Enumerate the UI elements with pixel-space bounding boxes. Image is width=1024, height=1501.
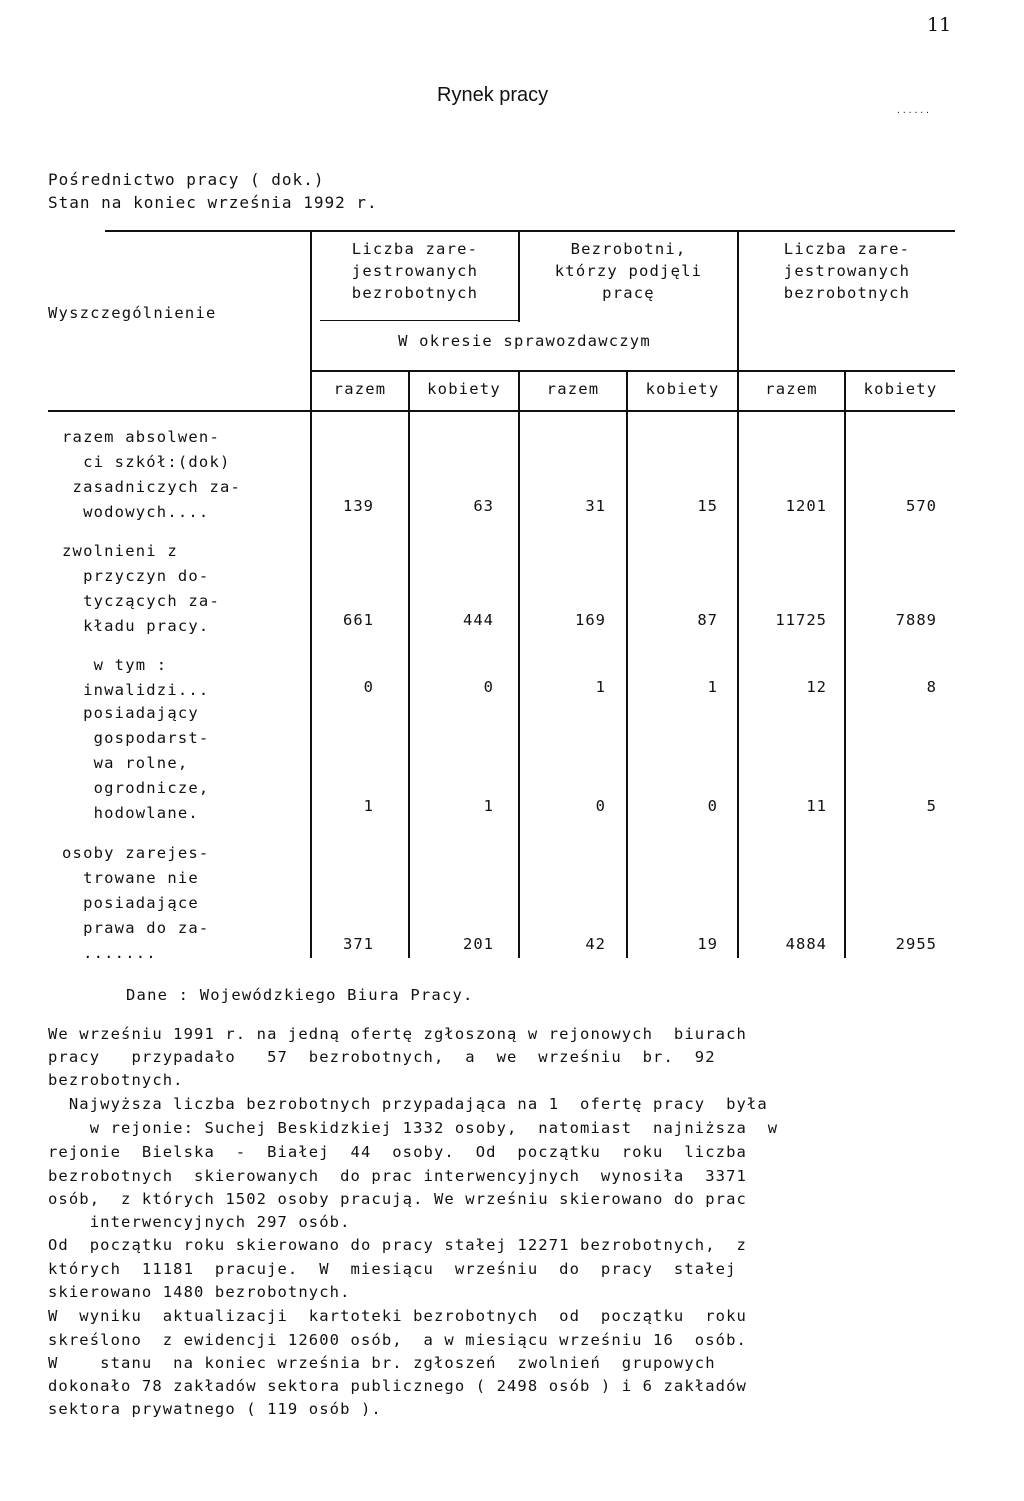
row-label: posiadający gospodarst- wa rolne, ogrodnicze, hodowlane.: [83, 704, 210, 822]
header-bottom-rule: [48, 410, 955, 412]
page-number: 11: [927, 14, 952, 36]
table-cell: 8: [926, 678, 937, 696]
note-line: skreślono z ewidencji 12600 osób, a w miesiącu wrześniu 16 osób.: [48, 1331, 747, 1349]
header-reporting-period: W okresie sprawozdawczym: [398, 332, 651, 350]
col-rule: [737, 232, 739, 958]
table-cell: 11: [806, 797, 827, 815]
row-label: osoby zarejes- trowane nie posiadające prawa do za- .......: [62, 844, 210, 962]
col-rule: [844, 372, 846, 958]
note-line: W wyniku aktualizacji kartoteki bezrobotnych od początku roku: [48, 1307, 747, 1325]
subheader-rule: [310, 370, 955, 372]
table-cell: 661: [343, 611, 374, 629]
header-took-job: Bezrobotni, którzy podjęli pracę: [554, 240, 703, 302]
note-line: Od początku roku skierowano do pracy stałej 12271 bezrobotnych, z: [48, 1236, 747, 1254]
header-marks: ......: [896, 106, 931, 115]
note-line: W stanu na koniec września br. zgłoszeń zwolnień grupowych: [48, 1354, 716, 1372]
table-cell: 5: [926, 797, 937, 815]
table-cell: 201: [463, 935, 494, 953]
table-cell: 42: [585, 935, 606, 953]
col-rule: [408, 372, 410, 958]
table-cell: 1: [483, 797, 494, 815]
table-cell: 0: [363, 678, 374, 696]
col-rule: [518, 372, 520, 958]
source-note: Dane : Wojewódzkiego Biura Pracy.: [126, 986, 474, 1004]
table-cell: 0: [595, 797, 606, 815]
note-line: skierowano 1480 bezrobotnych.: [48, 1283, 351, 1301]
table-cell: 570: [906, 497, 937, 515]
note-line: w rejonie: Suchej Beskidzkiej 1332 osoby, natomiast najniższa w: [48, 1119, 779, 1137]
table-cell: 7889: [895, 611, 937, 629]
table-cell: 63: [473, 497, 494, 515]
table-cell: 1: [595, 678, 606, 696]
note-line: interwencyjnych 297 osób.: [48, 1213, 351, 1231]
note-line: bezrobotnych skierowanych do prac interwencyjnych wynosiła 3371: [48, 1167, 747, 1185]
subheader-razem: razem: [546, 380, 600, 398]
subtitle-line-1: Pośrednictwo pracy ( dok.): [48, 170, 325, 189]
subheader-razem: razem: [333, 380, 387, 398]
header-registered-unemployed: Liczba zare- jestrowanych bezrobotnych: [351, 240, 479, 302]
table-cell: 11725: [775, 611, 827, 629]
table-cell: 0: [707, 797, 718, 815]
table-cell: 0: [483, 678, 494, 696]
table-top-rule: [105, 230, 955, 232]
section-title: Rynek pracy: [437, 84, 549, 106]
table-cell: 31: [585, 497, 606, 515]
col-rule: [626, 372, 628, 958]
table-cell: 169: [575, 611, 606, 629]
table-cell: 15: [697, 497, 718, 515]
table-cell: 139: [343, 497, 374, 515]
note-line: Najwyższa liczba bezrobotnych przypadająca na 1 ofertę pracy była: [48, 1095, 768, 1113]
table-cell: 1: [707, 678, 718, 696]
row-label: razem absolwen- ci szkół:(dok) zasadniczych za- wodowych....: [62, 428, 242, 521]
row-label: zwolnieni z przyczyn do- tyczących za- kładu pracy.: [62, 542, 220, 635]
note-line: bezrobotnych.: [48, 1071, 184, 1089]
subheader-kobiety: kobiety: [863, 380, 938, 398]
header-registered-unemployed-end: Liczba zare- jestrowanych bezrobotnych: [783, 240, 911, 302]
row-label: w tym : inwalidzi...: [83, 656, 210, 699]
table-cell: 12: [806, 678, 827, 696]
period-rule: [320, 320, 520, 321]
header-specification: Wyszczególnienie: [48, 304, 217, 322]
table-cell: 4884: [785, 935, 827, 953]
subheader-razem: razem: [765, 380, 818, 398]
subheader-kobiety: kobiety: [645, 380, 720, 398]
table-cell: 19: [697, 935, 718, 953]
subheader-kobiety: kobiety: [427, 380, 501, 398]
note-line: rejonie Bielska - Białej 44 osoby. Od początku roku liczba: [48, 1143, 747, 1161]
subtitle-line-2: Stan na koniec września 1992 r.: [48, 193, 378, 212]
note-line: sektora prywatnego ( 119 osób ).: [48, 1400, 382, 1418]
note-line: We wrześniu 1991 r. na jedną ofertę zgłoszoną w rejonowych biurach: [48, 1025, 747, 1043]
table-cell: 1: [363, 797, 374, 815]
table-cell: 87: [697, 611, 718, 629]
note-line: których 11181 pracuje. W miesiącu wrześniu do pracy stałej: [48, 1260, 737, 1278]
note-line: pracy przypadało 57 bezrobotnych, a we wrześniu br. 92: [48, 1048, 716, 1066]
table-cell: 2955: [895, 935, 937, 953]
table-cell: 444: [463, 611, 494, 629]
note-line: osób, z których 1502 osoby pracują. We wrześniu skierowano do prac: [48, 1190, 747, 1208]
table-cell: 1201: [785, 497, 827, 515]
note-line: dokonało 78 zakładów sektora publicznego ( 2498 osób ) i 6 zakładów: [48, 1377, 747, 1395]
table-cell: 371: [343, 935, 374, 953]
